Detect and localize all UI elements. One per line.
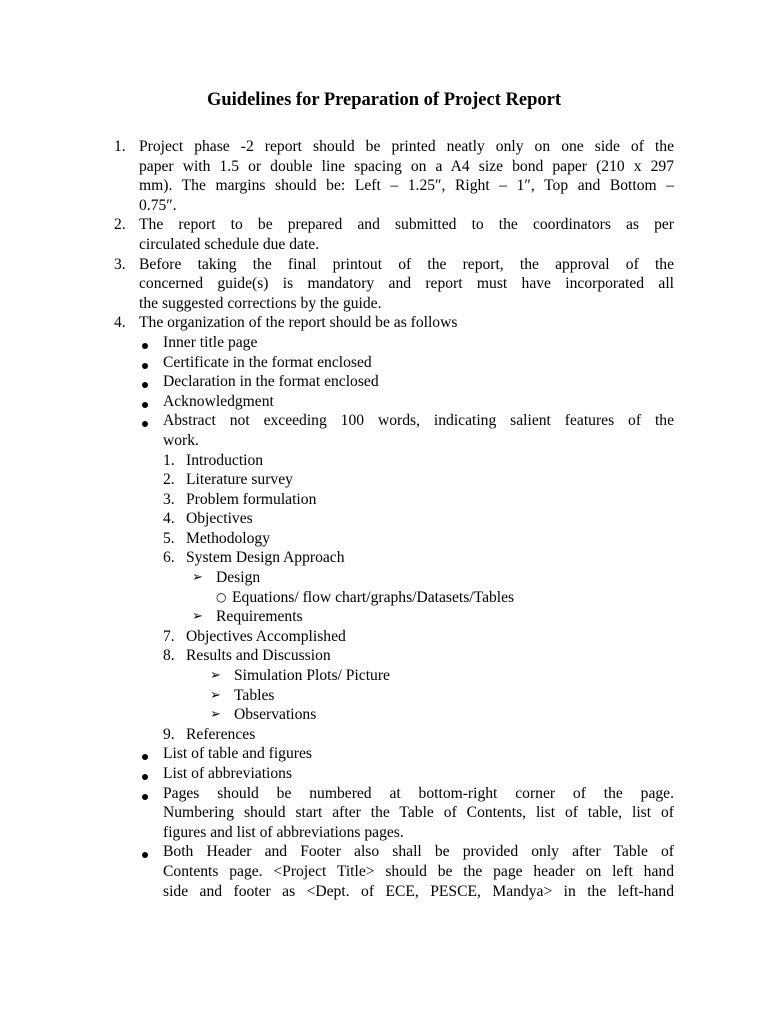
text-line: Abstract not exceeding 100 words, indicating salient features of the xyxy=(163,412,674,430)
list-number: 2. xyxy=(114,216,126,234)
text-line: figures and list of abbreviations pages. xyxy=(163,823,404,841)
bullet-item: Inner title page xyxy=(139,333,674,353)
sub-item: ➢ Tables xyxy=(210,686,275,704)
circle-bullet-icon: ○ xyxy=(216,589,227,604)
text-line: Contents page. <Project Title> should be the page header on left hand xyxy=(163,862,674,880)
sub-sub-item: ○ Equations/ flow chart/graphs/Datasets/Tables xyxy=(216,588,515,606)
chapter-item: 8. Results and Discussion xyxy=(163,647,331,665)
arrow-bullet-icon: ➢ xyxy=(210,707,221,723)
list-number: 4. xyxy=(114,314,126,332)
bullet-dot-icon xyxy=(139,333,163,353)
sub-item: ➢ Observations xyxy=(210,706,317,724)
bullet-dot-icon xyxy=(139,392,163,412)
list-item-1 xyxy=(114,137,674,215)
chapter-list xyxy=(163,451,674,745)
bullet-dot-icon xyxy=(139,411,163,450)
text-line: The report to be prepared and submitted to the coordinators as per xyxy=(139,216,674,234)
text-line: work. xyxy=(163,431,199,449)
list-number: 3. xyxy=(114,255,126,273)
document-body xyxy=(114,137,674,901)
text-line: mm). The margins should be: Left – 1.25″, Right – 1″, Top and Bottom – xyxy=(139,177,674,195)
bullet-item: Declaration in the format enclosed xyxy=(139,372,674,392)
arrow-bullet-icon: ➢ xyxy=(210,668,221,684)
bullet-item-abstract xyxy=(139,411,674,450)
list-item-3 xyxy=(114,255,674,314)
arrow-bullet-icon: ➢ xyxy=(210,687,221,703)
bullet-dot-icon xyxy=(139,353,163,373)
chapter-item: 1. Introduction xyxy=(163,451,264,469)
document-title: Guidelines for Preparation of Project Report xyxy=(206,90,561,110)
text-line: 0.75″. xyxy=(139,196,177,214)
text-line: Before taking the final printout of the report, the approval of the xyxy=(139,255,674,273)
text-line: circulated schedule due date. xyxy=(139,235,320,253)
bullet-dot-icon xyxy=(139,744,163,764)
organization-list xyxy=(139,333,674,901)
bullet-item: Acknowledgment xyxy=(139,392,674,412)
sub-item-design: ➢ Design xyxy=(192,569,261,587)
text-line: Numbering should start after the Table of Contents, list of table, list of xyxy=(163,804,674,822)
chapter-item: 7. Objectives Accomplished xyxy=(163,627,346,645)
text-line: paper with 1.5 or double line spacing on a A4 size bond paper (210 x 297 xyxy=(139,157,674,175)
bullet-item-pages xyxy=(139,784,674,843)
chapter-item: 2. Literature survey xyxy=(163,471,293,489)
chapter-item: 3. Problem formulation xyxy=(163,490,317,508)
text-line: Project phase -2 report should be printed neatly only on one side of the xyxy=(139,138,674,155)
sub-item: ➢ Simulation Plots/ Picture xyxy=(210,667,390,685)
chapter-item: 5. Methodology xyxy=(163,529,271,547)
list-item-2 xyxy=(114,215,674,254)
chapter-item: 9. References xyxy=(163,725,256,743)
bullet-item: List of abbreviations xyxy=(139,764,674,784)
bullet-dot-icon xyxy=(139,842,163,901)
bullet-dot-icon xyxy=(139,784,163,843)
text-line: Pages should be numbered at bottom-right corner of the page. xyxy=(163,784,674,802)
text-line: concerned guide(s) is mandatory and report must have incorporated all xyxy=(139,275,674,293)
chapter-item: 4. Objectives xyxy=(163,510,253,528)
bullet-item-header-footer xyxy=(139,842,674,901)
list-item-4 xyxy=(114,313,674,333)
arrow-bullet-icon: ➢ xyxy=(192,570,203,586)
list-text xyxy=(139,255,674,314)
text-line: Both Header and Footer also shall be provided only after Table of xyxy=(163,843,674,861)
bullet-item: List of table and figures xyxy=(139,744,674,764)
bullet-dot-icon xyxy=(139,764,163,784)
chapter-item: 6. System Design Approach xyxy=(163,549,345,567)
list-text xyxy=(139,137,674,215)
list-text: The organization of the report should be as follows xyxy=(139,314,458,332)
bullet-item: Certificate in the format enclosed xyxy=(139,353,674,373)
text-line: the suggested corrections by the guide. xyxy=(139,294,382,312)
sub-item-requirements: ➢ Requirements xyxy=(192,608,303,626)
bullet-dot-icon xyxy=(139,372,163,392)
text-line: side and footer as <Dept. of ECE, PESCE, Mandya> in the left-hand xyxy=(163,882,674,900)
arrow-bullet-icon: ➢ xyxy=(192,609,203,625)
list-text xyxy=(139,215,674,254)
list-number: 1. xyxy=(114,138,126,155)
